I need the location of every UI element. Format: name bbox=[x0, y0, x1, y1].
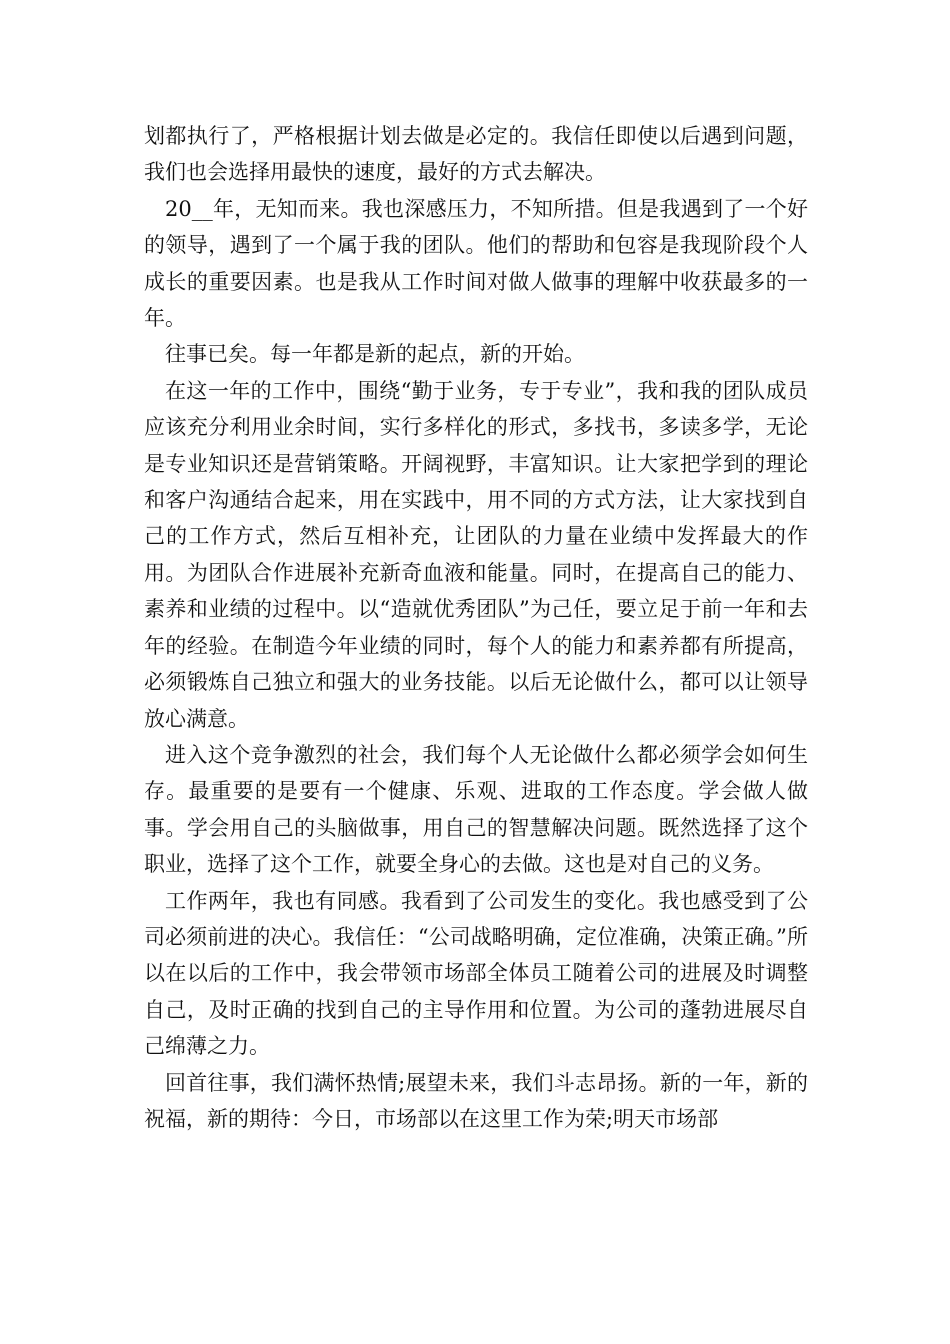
paragraph-two-years: 工作两年，我也有同感。我看到了公司发生的变化。我也感受到了公司必须前进的决心。我信任：“公司战略明确，定位准确，决策正确。”所以在以后的工作中，我会带领市场部全体员工随着公司的进展及时调整自己，及时正确的找到自己的主导作用和位置。为公司的蓬勃进展尽自己绵薄之力。 bbox=[144, 888, 808, 1059]
paragraph-continuation: 划都执行了，严格根据计划去做是必定的。我信任即使以后遇到问题，我们也会选择用最快的速度，最好的方式去解决。 bbox=[144, 124, 808, 185]
document-body bbox=[144, 118, 808, 1137]
paragraph-competition: 进入这个竞争激烈的社会，我们每个人无论做什么都必须学会如何生存。最重要的是要有一个健康、乐观、进取的工作态度。学会做人做事。学会用自己的头脑做事，用自己的智慧解决问题。既然选择了这个职业，选择了这个工作，就要全身心的去做。这也是对自己的义务。 bbox=[144, 742, 808, 877]
paragraph-year-start: 20__年，无知而来。我也深感压力，不知所措。但是我遇到了一个好的领导，遇到了一个属于我的团队。他们的帮助和包容是我现阶段个人成长的重要因素。也是我从工作时间对做人做事的理解中收获最多的一年。 bbox=[144, 196, 808, 331]
paragraph-new-start: 往事已矣。每一年都是新的起点，新的开始。 bbox=[165, 342, 585, 367]
paragraph-looking-forward: 回首往事，我们满怀热情;展望未来，我们斗志昂扬。新的一年，新的祝福，新的期待：今日，市场部以在这里工作为荣;明天市场部 bbox=[144, 1070, 808, 1131]
paragraph-work-summary: 在这一年的工作中，围绕“勤于业务，专于专业”，我和我的团队成员应该充分利用业余时间，实行多样化的形式，多找书，多读多学，无论是专业知识还是营销策略。开阔视野，丰富知识。让大家把学到的理论和客户沟通结合起来，用在实践中，用不同的方式方法，让大家找到自己的工作方式，然后互相补充，让团队的力量在业绩中发挥最大的作用。为团队合作进展补充新奇血液和能量。同时，在提高自己的能力、素养和业绩的过程中。以“造就优秀团队”为己任，要立足于前一年和去年的经验。在制造今年业绩的同时，每个人的能力和素养都有所提高，必须锻炼自己独立和强大的业务技能。以后无论做什么，都可以让领导放心满意。 bbox=[144, 378, 808, 731]
